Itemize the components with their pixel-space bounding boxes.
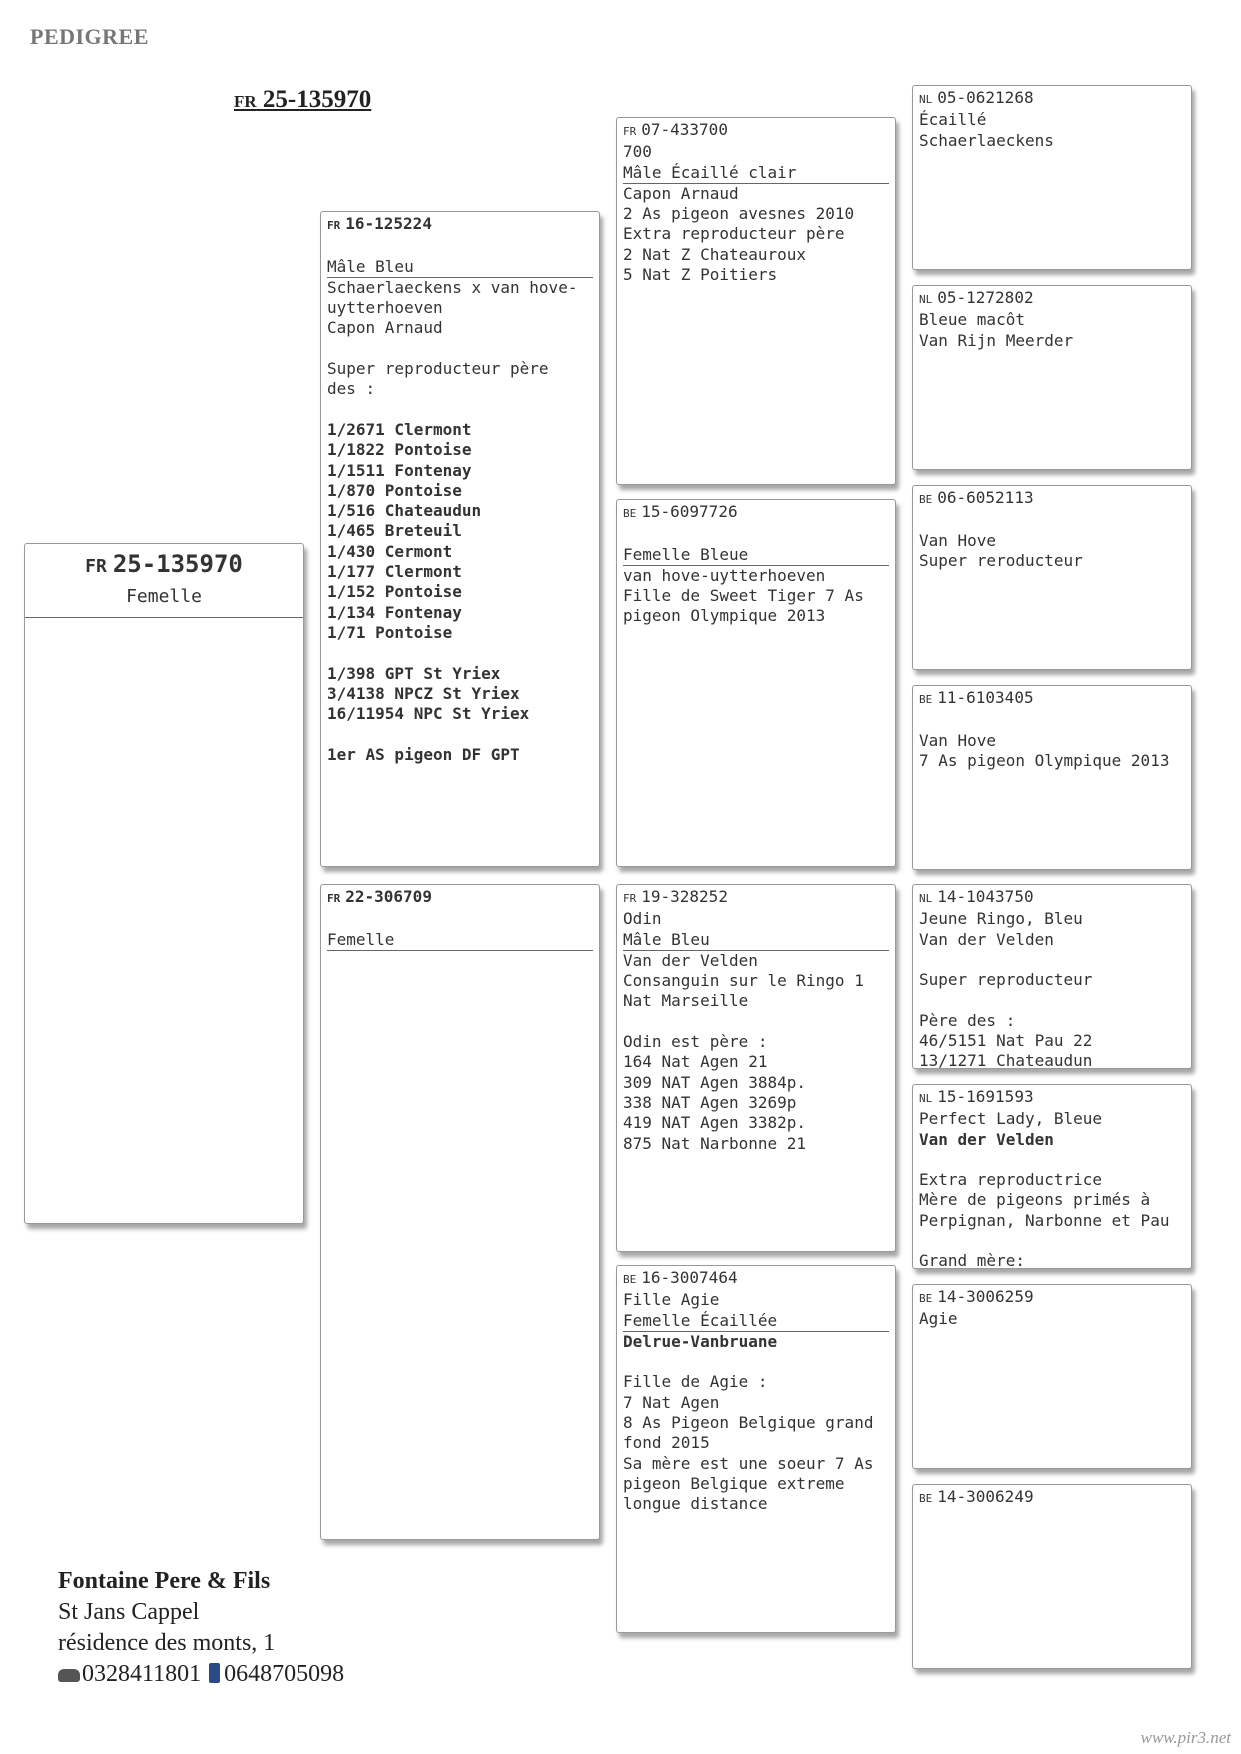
ring-number [623, 502, 889, 524]
info-line [327, 236, 593, 256]
info-line: Odin est père : [623, 1032, 768, 1052]
ring-value: 11-6103405 [937, 688, 1034, 707]
owner-contacts [58, 1659, 344, 1690]
info-line: Mère de pigeons primés à [919, 1190, 1151, 1210]
ring-value: 15-6097726 [641, 502, 738, 521]
sire-dam-sire-card [912, 485, 1192, 670]
info-line: pigeon Olympique 2013 [623, 606, 826, 626]
info-line: Perfect Lady, Bleue [919, 1109, 1103, 1129]
mobile-phone-icon [209, 1663, 220, 1683]
ring-number [919, 288, 1185, 310]
ring-number [919, 887, 1185, 909]
ring-value: 15-1691593 [937, 1087, 1034, 1106]
info-line: 13/1271 Chateaudun [919, 1051, 1093, 1069]
info-line: 1/398 GPT St Yriex [327, 663, 501, 683]
ring-value: 07-433700 [641, 120, 728, 139]
dam-dam-card [616, 1265, 896, 1633]
info-line: 1/465 Breteuil [327, 521, 462, 541]
ring-country: FR [327, 892, 341, 905]
sex-line: Femelle Écaillée [623, 1311, 889, 1332]
info-line: 1/71 Pontoise [327, 622, 453, 642]
ring-number [623, 1268, 889, 1290]
info-line: 46/5151 Nat Pau 22 [919, 1031, 1093, 1051]
info-line: Bleue macôt [919, 310, 1025, 330]
sex-line: Femelle [327, 930, 593, 951]
info-line: 3/4138 NPCZ St Yriex [327, 683, 520, 703]
owner-block [58, 1566, 344, 1690]
sex-line: Mâle Écaillé clair [623, 163, 889, 184]
info-line [919, 510, 1185, 530]
sire-dam-card [616, 499, 896, 867]
info-line: Van Rijn Meerder [919, 330, 1074, 350]
info-line [327, 339, 593, 359]
ring-number [919, 1487, 1185, 1509]
sex-line: Mâle Bleu [623, 930, 889, 951]
top-ring-number [234, 86, 371, 114]
father-card [320, 211, 600, 867]
info-line: Extra reproducteur père [623, 224, 845, 244]
info-line [623, 1012, 889, 1032]
info-line: uytterhoeven [327, 298, 443, 318]
info-line: 700 [623, 142, 652, 162]
ring-number [919, 1087, 1185, 1109]
info-line: Super reproducteur [919, 970, 1093, 990]
phone-icon [58, 1669, 80, 1682]
info-line: 1/1511 Fontenay [327, 460, 472, 480]
info-line [919, 710, 1185, 730]
ring-value: 14-3006259 [937, 1287, 1034, 1306]
ring-country: BE [623, 507, 637, 520]
info-line: Jeune Ringo, Bleu [919, 909, 1083, 929]
ring-number [623, 120, 889, 142]
info-line: Grand mère: [919, 1251, 1025, 1269]
ring-number [919, 688, 1185, 710]
info-line [327, 909, 593, 929]
info-line: fond 2015 [623, 1433, 710, 1453]
ring-value: 16-3007464 [641, 1268, 738, 1287]
dam-sire-card [616, 884, 896, 1252]
info-line: Schaerlaeckens [919, 130, 1054, 150]
ring-country: FR [623, 892, 637, 905]
info-line: Écaillé [919, 110, 987, 130]
info-line: 875 Nat Narbonne 21 [623, 1133, 807, 1153]
info-line: Delrue-Vanbruane [623, 1331, 778, 1351]
info-line: Van der Velden [919, 1129, 1054, 1149]
info-line: 1/177 Clermont [327, 562, 462, 582]
ring-value: 14-3006249 [937, 1487, 1034, 1506]
ring-country: BE [623, 1273, 637, 1286]
info-line: van hove-uytterhoeven [623, 565, 826, 585]
info-line: 5 Nat Z Poitiers [623, 265, 778, 285]
info-line: Fille de Sweet Tiger 7 As [623, 586, 864, 606]
page-title: PEDIGREE [30, 24, 149, 49]
info-line: Super reroducteur [919, 550, 1083, 570]
info-line: Van der Velden [623, 950, 758, 970]
info-line: Père des : [919, 1010, 1016, 1030]
ring-number [919, 1287, 1185, 1309]
info-line: 7 Nat Agen [623, 1392, 720, 1412]
info-line: 1/516 Chateaudun [327, 501, 482, 521]
ring-number [623, 887, 889, 909]
info-line [919, 1231, 1185, 1251]
ring-value: 06-6052113 [937, 488, 1034, 507]
ring-country: FR [327, 219, 341, 232]
ring-country: NL [919, 892, 933, 905]
owner-address: résidence des monts, 1 [58, 1630, 276, 1656]
info-line: Van Hove [919, 530, 997, 550]
info-line: 7 As pigeon Olympique 2013 [919, 750, 1170, 770]
info-line: Odin [623, 909, 662, 929]
top-ring-country: FR [234, 92, 257, 111]
top-ring-value: 25-135970 [262, 86, 372, 113]
sire-sire-card [616, 117, 896, 485]
info-line [919, 1150, 1185, 1170]
info-line: 419 NAT Agen 3382p. [623, 1113, 807, 1133]
info-line [327, 724, 593, 744]
ring-value: 16-125224 [345, 214, 432, 233]
info-line: pigeon Belgique extreme [623, 1473, 845, 1493]
ring-value: 14-1043750 [937, 887, 1034, 906]
info-line: Capon Arnaud [623, 183, 739, 203]
info-line [623, 1352, 889, 1372]
info-line: longue distance [623, 1494, 768, 1514]
owner-phone: 0328411801 [82, 1661, 202, 1687]
info-line: Fille de Agie : [623, 1372, 768, 1392]
sex-line: Mâle Bleu [327, 257, 593, 278]
dam-dam-sire-card [912, 1284, 1192, 1469]
info-line: 2 As pigeon avesnes 2010 [623, 204, 855, 224]
info-line: Schaerlaeckens x van hove- [327, 277, 578, 297]
sire-dam-dam-card [912, 685, 1192, 870]
info-line: des : [327, 379, 376, 399]
ring-value: 05-1272802 [937, 288, 1034, 307]
footer-url: www.pir3.net [1140, 1728, 1231, 1747]
info-line: Agie [919, 1309, 958, 1329]
ring-value: 19-328252 [641, 887, 728, 906]
info-line: Consanguin sur le Ringo 1 [623, 971, 864, 991]
info-line: 16/11954 NPC St Yriex [327, 704, 530, 724]
info-line: Capon Arnaud [327, 318, 443, 338]
info-line: 164 Nat Agen 21 [623, 1052, 768, 1072]
sex-line: Femelle Bleue [623, 545, 889, 566]
info-line: Sa mère est une soeur 7 As [623, 1453, 874, 1473]
ring-value: 05-0621268 [937, 88, 1034, 107]
info-line: 338 NAT Agen 3269p [623, 1092, 797, 1112]
dam-dam-dam-card [912, 1484, 1192, 1669]
mother-card [320, 884, 600, 1540]
ring-country: BE [919, 493, 933, 506]
subject-ring [25, 550, 303, 578]
ring-country: FR [623, 125, 637, 138]
info-line: 309 NAT Agen 3884p. [623, 1072, 807, 1092]
info-line: Extra reproductrice [919, 1170, 1103, 1190]
ring-value: 22-306709 [345, 887, 432, 906]
ring-country: BE [919, 1492, 933, 1505]
info-line: 1/152 Pontoise [327, 582, 462, 602]
info-line: Van der Velden [919, 929, 1054, 949]
dam-sire-dam-card [912, 1084, 1192, 1269]
info-line: Van Hove [919, 730, 997, 750]
sire-sire-sire-card [912, 85, 1192, 270]
owner-mobile: 0648705098 [224, 1661, 345, 1687]
info-line: Perpignan, Narbonne et Pau [919, 1210, 1170, 1230]
info-line: 8 As Pigeon Belgique grand [623, 1413, 874, 1433]
info-line: Super reproducteur père [327, 359, 549, 379]
info-line: 1/134 Fontenay [327, 602, 462, 622]
dam-sire-sire-card [912, 884, 1192, 1069]
info-line [327, 643, 593, 663]
info-line: 1/1822 Pontoise [327, 440, 472, 460]
info-line: 1er AS pigeon DF GPT [327, 744, 520, 764]
subject-ring-country: FR [85, 556, 107, 577]
ring-number [919, 88, 1185, 110]
ring-country: NL [919, 1092, 933, 1105]
ring-number [919, 488, 1185, 510]
owner-name: Fontaine Pere & Fils [58, 1568, 271, 1594]
info-line: 1/870 Pontoise [327, 480, 462, 500]
info-line: 1/2671 Clermont [327, 419, 472, 439]
ring-country: NL [919, 93, 933, 106]
ring-country: NL [919, 293, 933, 306]
info-line: 2 Nat Z Chateauroux [623, 244, 807, 264]
subject-card [24, 543, 304, 1224]
ring-number [327, 214, 593, 236]
info-line [919, 990, 1185, 1010]
ring-number [327, 887, 593, 909]
info-line: Fille Agie [623, 1290, 720, 1310]
info-line [623, 524, 889, 544]
subject-sex: Femelle [25, 586, 303, 618]
subject-ring-number: 25-135970 [112, 550, 243, 578]
info-line: Nat Marseille [623, 991, 749, 1011]
sire-sire-dam-card [912, 285, 1192, 470]
info-line: 1/430 Cermont [327, 541, 453, 561]
ring-country: BE [919, 1292, 933, 1305]
info-line [327, 400, 593, 420]
owner-city: St Jans Cappel [58, 1599, 200, 1625]
info-line [919, 950, 1185, 970]
ring-country: BE [919, 693, 933, 706]
